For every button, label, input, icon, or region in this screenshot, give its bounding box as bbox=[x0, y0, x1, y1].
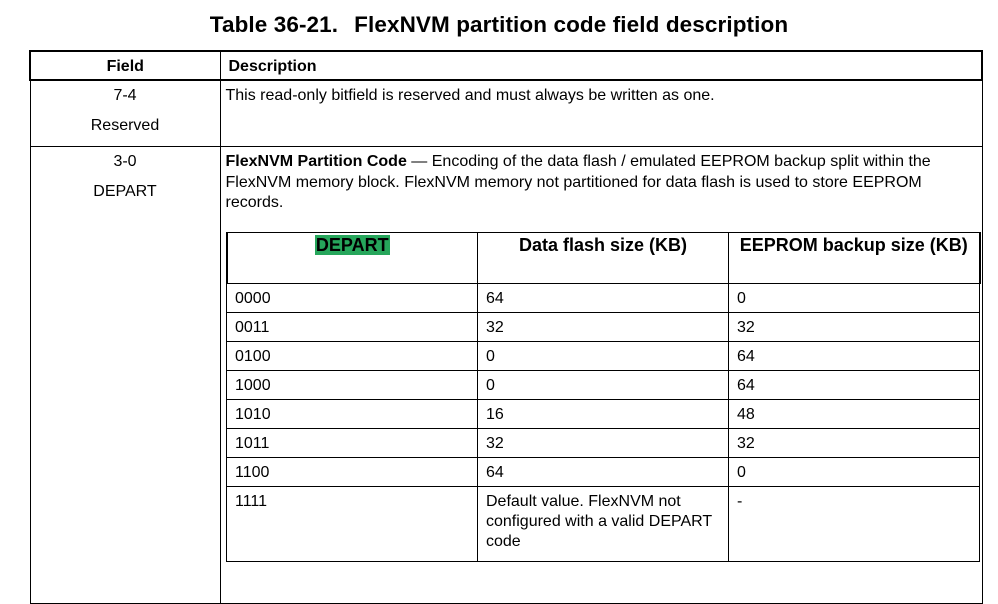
eeprom-size: 48 bbox=[729, 399, 980, 428]
description-text bbox=[226, 152, 978, 214]
depart-table bbox=[226, 232, 981, 562]
table-row bbox=[227, 312, 980, 341]
data-flash-header: Data flash size (KB) bbox=[478, 232, 729, 283]
table-row bbox=[227, 341, 980, 370]
depart-code: 0000 bbox=[227, 283, 478, 312]
table-row bbox=[227, 486, 980, 561]
data-flash-size: Default value. FlexNVM not configured with a valid DEPART code bbox=[478, 486, 729, 561]
eeprom-size: 32 bbox=[729, 312, 980, 341]
header-row bbox=[30, 51, 982, 80]
eeprom-size: 64 bbox=[729, 341, 980, 370]
field-bits: 3-0 bbox=[113, 153, 137, 170]
field-description-table bbox=[29, 50, 983, 604]
eeprom-header: EEPROM backup size (KB) bbox=[729, 232, 980, 283]
depart-code: 1111 bbox=[227, 486, 478, 561]
table-row bbox=[227, 370, 980, 399]
table-row bbox=[227, 457, 980, 486]
depart-code: 0100 bbox=[227, 341, 478, 370]
description-rest: — Encoding of the data flash / emulated EEPROM backup split within the FlexNVM memory block. FlexNVM memory not partitioned for data flash is used to store EEPROM records. bbox=[225, 153, 931, 211]
table-title bbox=[0, 12, 998, 38]
field-cell bbox=[30, 147, 220, 604]
description-header: Description bbox=[220, 51, 982, 80]
table-caption: FlexNVM partition code field description bbox=[354, 12, 789, 37]
eeprom-size: 32 bbox=[729, 428, 980, 457]
data-flash-size: 64 bbox=[478, 457, 729, 486]
table-row bbox=[227, 428, 980, 457]
table-row bbox=[30, 80, 982, 147]
depart-highlight: DEPART bbox=[315, 234, 389, 255]
table-row bbox=[227, 399, 980, 428]
depart-code: 1000 bbox=[227, 370, 478, 399]
depart-code: 1100 bbox=[227, 457, 478, 486]
description-cell bbox=[220, 147, 982, 604]
depart-code: 1011 bbox=[227, 428, 478, 457]
depart-code: 0011 bbox=[227, 312, 478, 341]
field-cell bbox=[30, 80, 220, 147]
description-text: This read-only bitfield is reserved and must always be written as one. bbox=[225, 87, 715, 104]
data-flash-size: 32 bbox=[478, 428, 729, 457]
eeprom-size: 0 bbox=[729, 283, 980, 312]
description-cell bbox=[220, 80, 982, 147]
depart-header-row bbox=[227, 232, 980, 283]
table-row bbox=[30, 147, 982, 604]
data-flash-size: 64 bbox=[478, 283, 729, 312]
depart-code: 1010 bbox=[227, 399, 478, 428]
data-flash-size: 16 bbox=[478, 399, 729, 428]
description-bold: FlexNVM Partition Code bbox=[225, 153, 407, 170]
field-name: Reserved bbox=[90, 117, 160, 134]
data-flash-size: 0 bbox=[478, 370, 729, 399]
table-row bbox=[227, 283, 980, 312]
field-name: DEPART bbox=[93, 183, 157, 200]
eeprom-size: 64 bbox=[729, 370, 980, 399]
eeprom-size: 0 bbox=[729, 457, 980, 486]
table-number: Table 36-21. bbox=[209, 12, 339, 37]
field-bits: 7-4 bbox=[113, 87, 137, 104]
data-flash-size: 0 bbox=[478, 341, 729, 370]
field-header: Field bbox=[30, 51, 220, 80]
eeprom-size: - bbox=[729, 486, 980, 561]
data-flash-size: 32 bbox=[478, 312, 729, 341]
depart-header bbox=[227, 232, 478, 283]
